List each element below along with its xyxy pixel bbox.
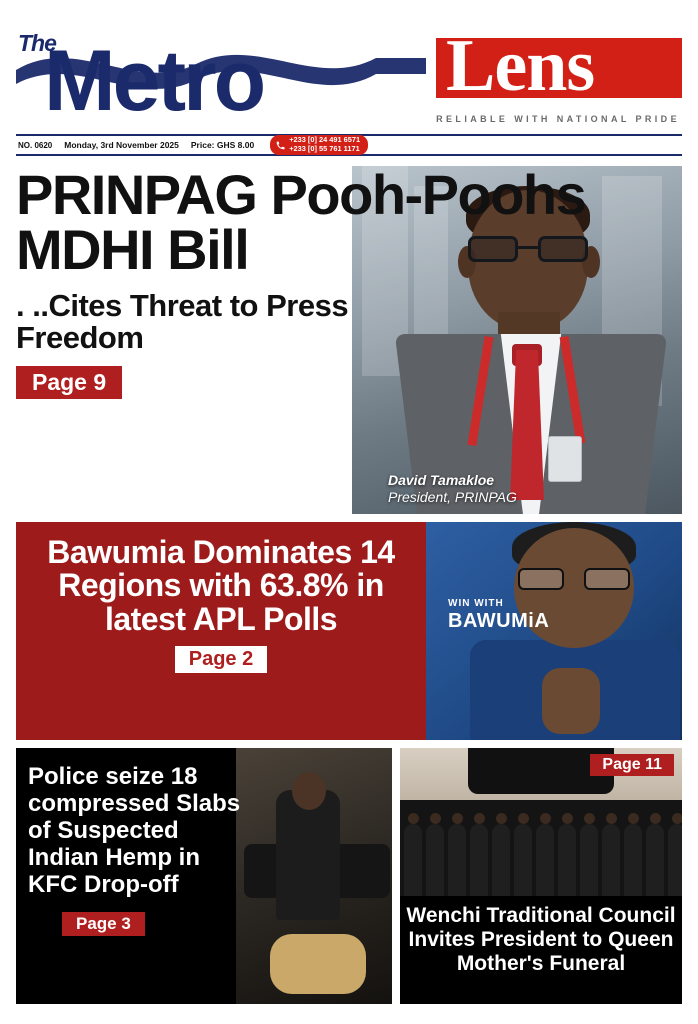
masthead-tagline: RELIABLE WITH NATIONAL PRIDE [436,114,680,124]
lead-subheadline: . ..Cites Threat to Press Freedom [16,287,349,355]
lead-story[interactable] [16,163,682,514]
bottom-left-story[interactable] [16,748,392,1004]
lead-headline: PRINPAG Pooh-Poohs MDHI Bill [16,163,586,281]
cover-price: Price: GHS 8.00 [190,140,255,150]
glasses-icon [518,568,630,590]
contact-phone-box [270,135,368,154]
phone-number-1: +233 [0] 24 491 6571 [289,135,361,145]
bottom-left-headline: Police seize 18 compressed Slabs of Suspected Indian Hemp in KFC Drop-off [28,763,241,898]
secondary-photo [426,522,682,740]
phone-icon [276,141,285,150]
masthead-right [436,25,682,124]
phone-number-2: +233 [0] 55 761 1171 [289,144,360,153]
secondary-page-tag[interactable]: Page 2 [175,646,267,673]
lead-photo-caption [388,472,517,506]
bottom-right-page-tag[interactable]: Page 11 [590,754,674,776]
bottom-right-headline: Wenchi Traditional Council Invites President to Queen Mother's Funeral [406,904,676,975]
masthead [16,14,682,132]
campaign-banner-top: WIN WITH [448,598,504,609]
masthead-left [16,14,436,132]
caption-role: President, PRINPAG [388,489,517,506]
bottom-left-page-tag[interactable]: Page 3 [62,912,145,936]
lead-headline-block [16,163,682,399]
metro-wordmark: Metro [44,33,264,129]
bottom-right-text-block [400,896,682,1004]
lens-wordmark: Lens [446,25,595,107]
secondary-story[interactable] [16,522,682,740]
bottom-left-text-block [16,748,254,944]
bottom-story-row [16,748,682,1004]
secondary-headline: Bawumia Dominates 14 Regions with 63.8% in latest APL Polls [47,534,395,637]
secondary-text-block [16,522,426,740]
caption-name: David Tamakloe [388,472,495,489]
phone-numbers [289,136,360,153]
bottom-left-photo [236,748,392,1004]
issue-number: NO. 0620 [18,140,53,150]
bottom-right-story[interactable] [400,748,682,1004]
lead-page-tag[interactable]: Page 9 [16,366,122,399]
info-bar [16,134,682,156]
campaign-banner-name: BAWUMiA [448,610,550,632]
crowd-illustration [400,800,682,896]
publication-date: Monday, 3rd November 2025 [64,140,179,150]
the-text: The [18,30,56,56]
the-label [18,30,56,56]
